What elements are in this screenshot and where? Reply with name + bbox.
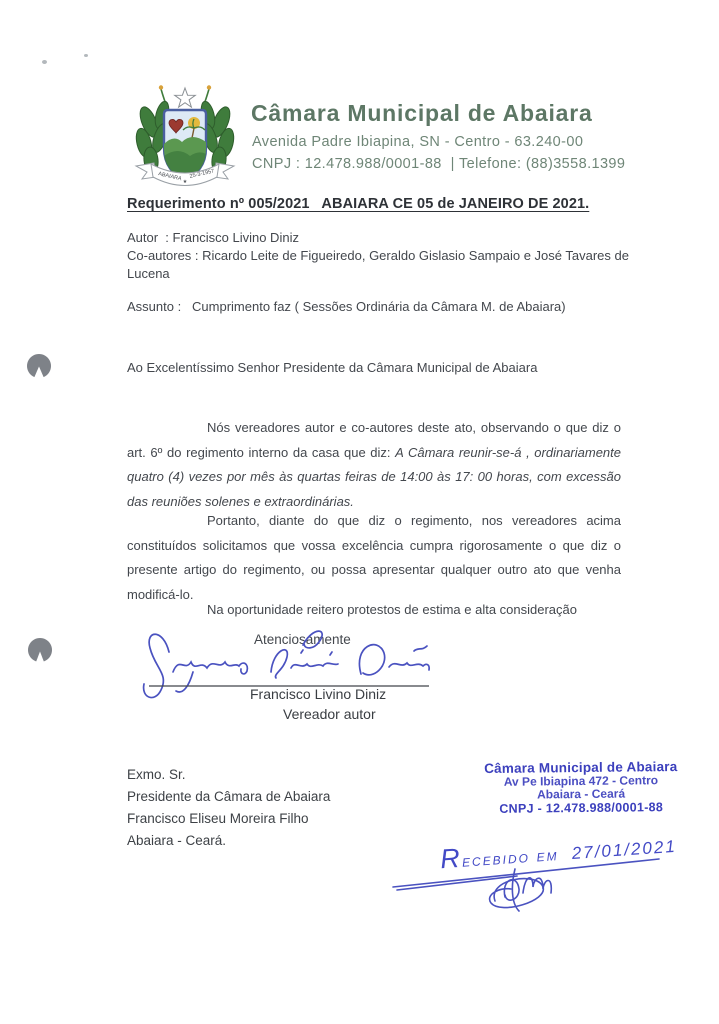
- paragraph-1: [127, 416, 621, 514]
- punch-hole-artifact: [27, 637, 53, 663]
- stamp-org: Câmara Municipal de Abaiara: [484, 758, 678, 777]
- scan-speck: [42, 60, 47, 64]
- paragraph-1-normal: Nós vereadores autor e co-autores deste ato, observando o que diz o art. 6º do regimento interno da casa que diz:: [127, 420, 621, 460]
- subject-line: Assunto : Cumprimento faz ( Sessões Ordinária da Câmara M. de Abaiara): [127, 299, 566, 314]
- org-address: Avenida Padre Ibiapina, SN - Centro - 63.240-00: [252, 134, 584, 150]
- received-handwritten-note: Recebido em 27/01/2021: [439, 836, 678, 875]
- org-contact: CNPJ : 12.478.988/0001-88 | Telefone: (88)3558.1399: [252, 156, 626, 172]
- signoff: Atenciosamente: [254, 632, 351, 647]
- addressee-line: Exmo. Sr.: [127, 767, 186, 782]
- star-icon: [175, 88, 196, 107]
- closing-line: Na oportunidade reitero protestos de estima e alta consideração: [207, 602, 577, 617]
- received-stamp: [452, 760, 711, 817]
- document-title: Requerimento nº 005/2021 ABAIARA CE 05 de JANEIRO DE 2021.: [127, 196, 590, 212]
- stamp-address: Av Pe Ibiapina 472 - Centro: [503, 772, 659, 789]
- svg-text:★: ★: [182, 179, 188, 185]
- signer-role: Vereador autor: [283, 706, 376, 722]
- coauthors-line: Lucena: [127, 266, 170, 281]
- coauthors-line: Co-autores : Ricardo Leite de Figueiredo, Geraldo Gislasio Sampaio e José Tavares de: [127, 248, 629, 263]
- received-scribble-signature: [385, 845, 677, 933]
- scan-speck: [84, 54, 88, 57]
- salutation: Ao Excelentíssimo Senhor Presidente da Câmara Municipal de Abaiara: [127, 360, 538, 375]
- stamp-city: Abaiara - Ceará: [536, 786, 626, 802]
- paragraph-2: Portanto, diante do que diz o regimento, nos vereadores acima constituídos solicitamos que vossa excelência cumpra rigorosamente o que diz o presente artigo do regimento, ou possa apresentar qualquer outro ato que venha modificá-lo.: [127, 513, 621, 602]
- addressee-line: Presidente da Câmara de Abaiara: [127, 789, 331, 804]
- punch-hole-artifact: [26, 353, 52, 379]
- abaiara-coat-of-arms-logo: [118, 78, 252, 196]
- stamp-cnpj: CNPJ - 12.478.988/0001-88: [499, 799, 664, 816]
- addressee-block: [127, 764, 330, 852]
- author-line: Autor : Francisco Livino Diniz: [127, 230, 299, 245]
- addressee-line: Abaiara - Ceará.: [127, 833, 227, 848]
- addressee-line: Francisco Eliseu Moreira Filho: [127, 811, 309, 826]
- ribbon-text-right: 25-3-1957: [189, 168, 215, 180]
- org-name: Câmara Municipal de Abaiara: [251, 100, 593, 126]
- ribbon-text-left: ABAIARA: [157, 171, 183, 183]
- paragraph-1-quote: A Câmara reunir-se-á , ordinariamente quatro (4) vezes por mês às quartas feiras de 14:00 às 17: 00 horas, com excessão das reuniões solenes e extraordinárias.: [127, 444, 622, 509]
- signer-name: Francisco Livino Diniz: [250, 686, 387, 702]
